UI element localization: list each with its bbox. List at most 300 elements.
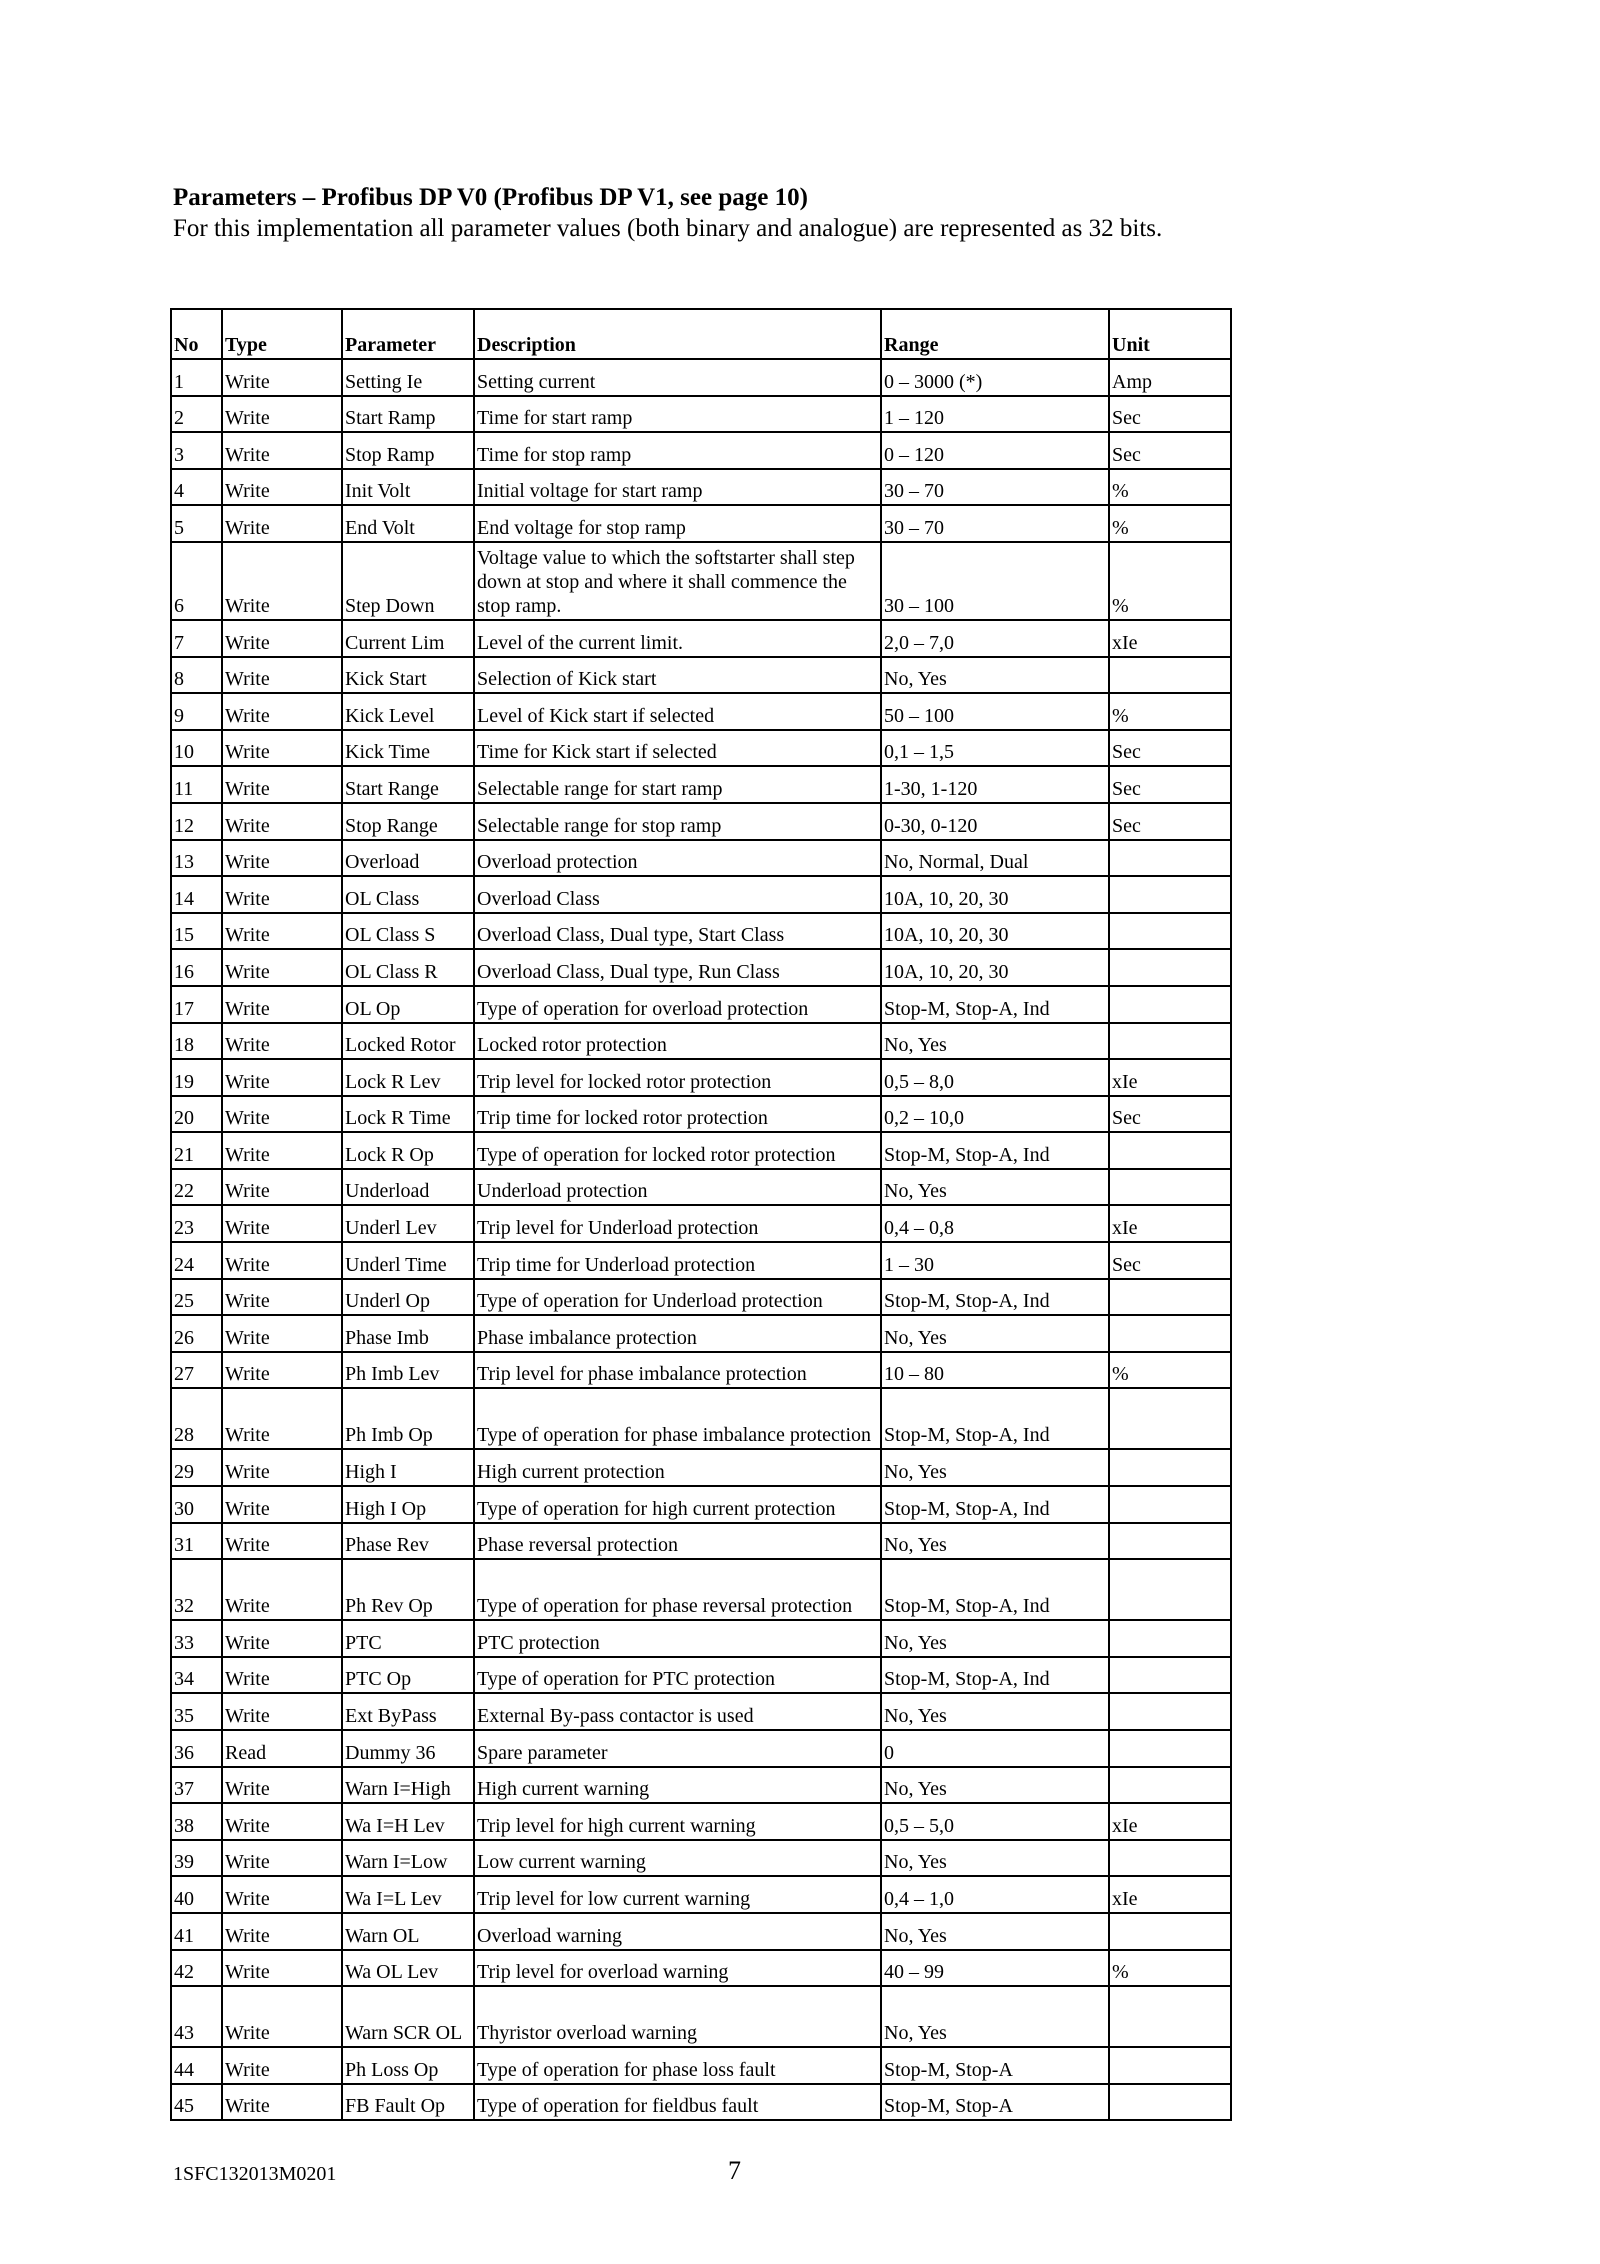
cell-unit: Sec bbox=[1109, 730, 1231, 767]
cell-description: High current protection bbox=[474, 1449, 881, 1486]
document-code: 1SFC132013M0201 bbox=[173, 2163, 337, 2185]
cell-parameter: End Volt bbox=[342, 505, 474, 542]
cell-range: Stop-M, Stop-A, Ind bbox=[881, 1279, 1109, 1316]
cell-range: Stop-M, Stop-A, Ind bbox=[881, 1132, 1109, 1169]
cell-no: 16 bbox=[171, 949, 222, 986]
cell-type: Write bbox=[222, 876, 342, 913]
cell-description: Trip level for overload warning bbox=[474, 1950, 881, 1987]
cell-range: 40 – 99 bbox=[881, 1950, 1109, 1987]
cell-unit: xIe bbox=[1109, 620, 1231, 657]
cell-description: External By-pass contactor is used bbox=[474, 1693, 881, 1730]
cell-parameter: Kick Level bbox=[342, 693, 474, 730]
cell-no: 24 bbox=[171, 1242, 222, 1279]
cell-unit bbox=[1109, 1913, 1231, 1950]
cell-description: Level of Kick start if selected bbox=[474, 693, 881, 730]
cell-no: 18 bbox=[171, 1023, 222, 1060]
cell-no: 22 bbox=[171, 1169, 222, 1206]
cell-no: 38 bbox=[171, 1803, 222, 1840]
cell-type: Write bbox=[222, 1803, 342, 1840]
column-header-unit: Unit bbox=[1109, 309, 1231, 359]
table-row bbox=[171, 1352, 1231, 1389]
cell-range: Stop-M, Stop-A, Ind bbox=[881, 1559, 1109, 1620]
cell-type: Write bbox=[222, 2084, 342, 2121]
cell-type: Write bbox=[222, 1913, 342, 1950]
cell-description: Voltage value to which the softstarter shall step down at stop and where it shall commence the stop ramp. bbox=[474, 542, 881, 620]
cell-unit bbox=[1109, 1315, 1231, 1352]
cell-range: Stop-M, Stop-A bbox=[881, 2047, 1109, 2084]
cell-unit: Amp bbox=[1109, 359, 1231, 396]
cell-description: Type of operation for phase imbalance protection bbox=[474, 1388, 881, 1449]
cell-description: Type of operation for overload protection bbox=[474, 986, 881, 1023]
cell-parameter: Locked Rotor bbox=[342, 1023, 474, 1060]
cell-description: Trip level for low current warning bbox=[474, 1876, 881, 1913]
cell-unit bbox=[1109, 1023, 1231, 1060]
cell-description: Selectable range for start ramp bbox=[474, 766, 881, 803]
cell-range: No, Yes bbox=[881, 1913, 1109, 1950]
cell-unit bbox=[1109, 1767, 1231, 1804]
cell-range: 1 – 120 bbox=[881, 396, 1109, 433]
cell-parameter: Kick Start bbox=[342, 657, 474, 694]
cell-unit bbox=[1109, 2084, 1231, 2121]
cell-no: 27 bbox=[171, 1352, 222, 1389]
table-row bbox=[171, 1730, 1231, 1767]
table-row bbox=[171, 1023, 1231, 1060]
cell-parameter: Ph Imb Lev bbox=[342, 1352, 474, 1389]
cell-unit bbox=[1109, 840, 1231, 877]
cell-no: 6 bbox=[171, 542, 222, 620]
page-number: 7 bbox=[728, 2156, 741, 2185]
cell-range: No, Yes bbox=[881, 1620, 1109, 1657]
cell-type: Read bbox=[222, 1730, 342, 1767]
cell-range: 50 – 100 bbox=[881, 693, 1109, 730]
cell-type: Write bbox=[222, 730, 342, 767]
cell-no: 30 bbox=[171, 1486, 222, 1523]
cell-unit: xIe bbox=[1109, 1059, 1231, 1096]
cell-type: Write bbox=[222, 949, 342, 986]
page-heading: Parameters – Profibus DP V0 (Profibus DP V1, see page 10) bbox=[173, 184, 808, 211]
cell-type: Write bbox=[222, 1096, 342, 1133]
cell-range: No, Yes bbox=[881, 1840, 1109, 1877]
cell-unit: Sec bbox=[1109, 803, 1231, 840]
cell-range: No, Yes bbox=[881, 1767, 1109, 1804]
cell-no: 17 bbox=[171, 986, 222, 1023]
cell-unit: Sec bbox=[1109, 1096, 1231, 1133]
cell-no: 26 bbox=[171, 1315, 222, 1352]
cell-range: 1 – 30 bbox=[881, 1242, 1109, 1279]
cell-description: Overload Class, Dual type, Run Class bbox=[474, 949, 881, 986]
cell-no: 25 bbox=[171, 1279, 222, 1316]
cell-unit bbox=[1109, 1523, 1231, 1560]
cell-type: Write bbox=[222, 1950, 342, 1987]
cell-parameter: Warn I=High bbox=[342, 1767, 474, 1804]
cell-parameter: Phase Rev bbox=[342, 1523, 474, 1560]
table-row bbox=[171, 469, 1231, 506]
cell-unit bbox=[1109, 1279, 1231, 1316]
table-row bbox=[171, 1620, 1231, 1657]
cell-range: 0-30, 0-120 bbox=[881, 803, 1109, 840]
cell-parameter: Start Ramp bbox=[342, 396, 474, 433]
table-row bbox=[171, 396, 1231, 433]
cell-description: Phase imbalance protection bbox=[474, 1315, 881, 1352]
cell-type: Write bbox=[222, 359, 342, 396]
cell-description: Type of operation for Underload protection bbox=[474, 1279, 881, 1316]
cell-description: Level of the current limit. bbox=[474, 620, 881, 657]
table-row bbox=[171, 1840, 1231, 1877]
cell-range: No, Yes bbox=[881, 1169, 1109, 1206]
table-row bbox=[171, 1657, 1231, 1694]
cell-type: Write bbox=[222, 1986, 342, 2047]
cell-description: Selectable range for stop ramp bbox=[474, 803, 881, 840]
cell-type: Write bbox=[222, 1840, 342, 1877]
cell-no: 19 bbox=[171, 1059, 222, 1096]
cell-range: No, Yes bbox=[881, 1986, 1109, 2047]
cell-parameter: PTC Op bbox=[342, 1657, 474, 1694]
cell-parameter: Lock R Lev bbox=[342, 1059, 474, 1096]
cell-parameter: Kick Time bbox=[342, 730, 474, 767]
cell-parameter: Wa OL Lev bbox=[342, 1950, 474, 1987]
cell-description: Spare parameter bbox=[474, 1730, 881, 1767]
cell-parameter: Phase Imb bbox=[342, 1315, 474, 1352]
cell-no: 4 bbox=[171, 469, 222, 506]
table-row bbox=[171, 803, 1231, 840]
table-row bbox=[171, 432, 1231, 469]
cell-no: 37 bbox=[171, 1767, 222, 1804]
cell-range: 2,0 – 7,0 bbox=[881, 620, 1109, 657]
cell-description: Type of operation for phase loss fault bbox=[474, 2047, 881, 2084]
table-row bbox=[171, 1950, 1231, 1987]
table-row bbox=[171, 876, 1231, 913]
cell-unit: % bbox=[1109, 505, 1231, 542]
cell-parameter: Warn SCR OL bbox=[342, 1986, 474, 2047]
cell-description: Type of operation for phase reversal protection bbox=[474, 1559, 881, 1620]
cell-no: 32 bbox=[171, 1559, 222, 1620]
cell-range: No, Yes bbox=[881, 1315, 1109, 1352]
cell-description: Time for start ramp bbox=[474, 396, 881, 433]
table-row bbox=[171, 1449, 1231, 1486]
cell-no: 40 bbox=[171, 1876, 222, 1913]
cell-type: Write bbox=[222, 1559, 342, 1620]
cell-description: PTC protection bbox=[474, 1620, 881, 1657]
cell-type: Write bbox=[222, 432, 342, 469]
table-row bbox=[171, 1242, 1231, 1279]
cell-parameter: OL Op bbox=[342, 986, 474, 1023]
cell-parameter: OL Class bbox=[342, 876, 474, 913]
cell-no: 29 bbox=[171, 1449, 222, 1486]
cell-type: Write bbox=[222, 1242, 342, 1279]
cell-description: Phase reversal protection bbox=[474, 1523, 881, 1560]
cell-range: 10A, 10, 20, 30 bbox=[881, 876, 1109, 913]
cell-range: 0 – 120 bbox=[881, 432, 1109, 469]
cell-unit: % bbox=[1109, 542, 1231, 620]
cell-unit bbox=[1109, 1559, 1231, 1620]
cell-unit: % bbox=[1109, 1352, 1231, 1389]
cell-parameter: Step Down bbox=[342, 542, 474, 620]
cell-no: 11 bbox=[171, 766, 222, 803]
cell-type: Write bbox=[222, 2047, 342, 2084]
cell-unit bbox=[1109, 876, 1231, 913]
column-header-range: Range bbox=[881, 309, 1109, 359]
cell-range: Stop-M, Stop-A, Ind bbox=[881, 1388, 1109, 1449]
table-row bbox=[171, 1486, 1231, 1523]
table-row bbox=[171, 1279, 1231, 1316]
cell-parameter: Lock R Time bbox=[342, 1096, 474, 1133]
cell-range: 0 – 3000 (*) bbox=[881, 359, 1109, 396]
cell-type: Write bbox=[222, 840, 342, 877]
cell-range: Stop-M, Stop-A bbox=[881, 2084, 1109, 2121]
table-row bbox=[171, 1986, 1231, 2047]
cell-type: Write bbox=[222, 1767, 342, 1804]
cell-description: Trip time for locked rotor protection bbox=[474, 1096, 881, 1133]
cell-type: Write bbox=[222, 1023, 342, 1060]
cell-description: Low current warning bbox=[474, 1840, 881, 1877]
cell-no: 21 bbox=[171, 1132, 222, 1169]
cell-parameter: Ph Rev Op bbox=[342, 1559, 474, 1620]
cell-parameter: Wa I=H Lev bbox=[342, 1803, 474, 1840]
cell-range: 0,4 – 1,0 bbox=[881, 1876, 1109, 1913]
table-row bbox=[171, 505, 1231, 542]
table-row bbox=[171, 359, 1231, 396]
column-header-description: Description bbox=[474, 309, 881, 359]
cell-parameter: Underl Time bbox=[342, 1242, 474, 1279]
cell-type: Write bbox=[222, 1876, 342, 1913]
cell-type: Write bbox=[222, 1132, 342, 1169]
cell-unit bbox=[1109, 1693, 1231, 1730]
cell-type: Write bbox=[222, 1279, 342, 1316]
table-body bbox=[171, 359, 1231, 2120]
table-row bbox=[171, 1559, 1231, 1620]
cell-parameter: Setting Ie bbox=[342, 359, 474, 396]
cell-range: Stop-M, Stop-A, Ind bbox=[881, 986, 1109, 1023]
cell-no: 20 bbox=[171, 1096, 222, 1133]
cell-description: Overload protection bbox=[474, 840, 881, 877]
cell-type: Write bbox=[222, 1449, 342, 1486]
cell-parameter: High I Op bbox=[342, 1486, 474, 1523]
cell-description: Overload Class bbox=[474, 876, 881, 913]
cell-range: No, Yes bbox=[881, 1023, 1109, 1060]
cell-type: Write bbox=[222, 1059, 342, 1096]
cell-parameter: Init Volt bbox=[342, 469, 474, 506]
cell-range: No, Yes bbox=[881, 1449, 1109, 1486]
cell-no: 36 bbox=[171, 1730, 222, 1767]
cell-parameter: Overload bbox=[342, 840, 474, 877]
cell-description: Overload Class, Dual type, Start Class bbox=[474, 913, 881, 950]
cell-type: Write bbox=[222, 1169, 342, 1206]
cell-parameter: Current Lim bbox=[342, 620, 474, 657]
cell-range: 1-30, 1-120 bbox=[881, 766, 1109, 803]
cell-parameter: FB Fault Op bbox=[342, 2084, 474, 2121]
cell-description: Setting current bbox=[474, 359, 881, 396]
cell-range: 0,5 – 5,0 bbox=[881, 1803, 1109, 1840]
table-row bbox=[171, 840, 1231, 877]
cell-description: Selection of Kick start bbox=[474, 657, 881, 694]
table-row bbox=[171, 1315, 1231, 1352]
cell-parameter: OL Class R bbox=[342, 949, 474, 986]
cell-range: 10 – 80 bbox=[881, 1352, 1109, 1389]
cell-unit bbox=[1109, 1986, 1231, 2047]
cell-range: 30 – 70 bbox=[881, 505, 1109, 542]
cell-description: Type of operation for high current protection bbox=[474, 1486, 881, 1523]
cell-parameter: PTC bbox=[342, 1620, 474, 1657]
cell-no: 2 bbox=[171, 396, 222, 433]
table-row bbox=[171, 1876, 1231, 1913]
cell-unit: xIe bbox=[1109, 1876, 1231, 1913]
cell-description: Thyristor overload warning bbox=[474, 1986, 881, 2047]
cell-description: Time for Kick start if selected bbox=[474, 730, 881, 767]
table-row bbox=[171, 949, 1231, 986]
table-row bbox=[171, 1388, 1231, 1449]
cell-no: 13 bbox=[171, 840, 222, 877]
cell-range: 10A, 10, 20, 30 bbox=[881, 913, 1109, 950]
cell-type: Write bbox=[222, 986, 342, 1023]
cell-no: 28 bbox=[171, 1388, 222, 1449]
cell-unit bbox=[1109, 986, 1231, 1023]
cell-unit bbox=[1109, 1388, 1231, 1449]
cell-type: Write bbox=[222, 657, 342, 694]
cell-no: 43 bbox=[171, 1986, 222, 2047]
cell-no: 23 bbox=[171, 1205, 222, 1242]
table-row bbox=[171, 986, 1231, 1023]
cell-parameter: Underl Lev bbox=[342, 1205, 474, 1242]
cell-type: Write bbox=[222, 1620, 342, 1657]
cell-unit bbox=[1109, 1840, 1231, 1877]
cell-unit: % bbox=[1109, 1950, 1231, 1987]
table-row bbox=[171, 1767, 1231, 1804]
cell-description: Type of operation for locked rotor protection bbox=[474, 1132, 881, 1169]
table-row bbox=[171, 1205, 1231, 1242]
cell-range: No, Yes bbox=[881, 657, 1109, 694]
cell-unit: % bbox=[1109, 469, 1231, 506]
cell-parameter: Wa I=L Lev bbox=[342, 1876, 474, 1913]
cell-description: Trip time for Underload protection bbox=[474, 1242, 881, 1279]
cell-no: 8 bbox=[171, 657, 222, 694]
cell-range: 10A, 10, 20, 30 bbox=[881, 949, 1109, 986]
cell-type: Write bbox=[222, 1315, 342, 1352]
cell-no: 41 bbox=[171, 1913, 222, 1950]
cell-unit bbox=[1109, 949, 1231, 986]
cell-description: Underload protection bbox=[474, 1169, 881, 1206]
cell-no: 31 bbox=[171, 1523, 222, 1560]
table-row bbox=[171, 1693, 1231, 1730]
column-header-type: Type bbox=[222, 309, 342, 359]
cell-description: Overload warning bbox=[474, 1913, 881, 1950]
cell-range: 0,5 – 8,0 bbox=[881, 1059, 1109, 1096]
cell-parameter: Underload bbox=[342, 1169, 474, 1206]
cell-no: 34 bbox=[171, 1657, 222, 1694]
cell-range: No, Normal, Dual bbox=[881, 840, 1109, 877]
table-row bbox=[171, 542, 1231, 620]
cell-no: 12 bbox=[171, 803, 222, 840]
cell-description: Trip level for locked rotor protection bbox=[474, 1059, 881, 1096]
cell-type: Write bbox=[222, 913, 342, 950]
cell-unit bbox=[1109, 1449, 1231, 1486]
table-header-row bbox=[171, 309, 1231, 359]
table-row bbox=[171, 620, 1231, 657]
column-header-parameter: Parameter bbox=[342, 309, 474, 359]
cell-type: Write bbox=[222, 1352, 342, 1389]
cell-unit: Sec bbox=[1109, 766, 1231, 803]
cell-description: Locked rotor protection bbox=[474, 1023, 881, 1060]
cell-no: 35 bbox=[171, 1693, 222, 1730]
cell-no: 9 bbox=[171, 693, 222, 730]
cell-type: Write bbox=[222, 505, 342, 542]
cell-unit bbox=[1109, 1132, 1231, 1169]
cell-no: 14 bbox=[171, 876, 222, 913]
cell-description: Type of operation for fieldbus fault bbox=[474, 2084, 881, 2121]
cell-description: Trip level for phase imbalance protection bbox=[474, 1352, 881, 1389]
cell-range: No, Yes bbox=[881, 1523, 1109, 1560]
table-row bbox=[171, 1913, 1231, 1950]
cell-range: 30 – 70 bbox=[881, 469, 1109, 506]
table-row bbox=[171, 657, 1231, 694]
column-header-no: No bbox=[171, 309, 222, 359]
cell-no: 33 bbox=[171, 1620, 222, 1657]
cell-parameter: Warn I=Low bbox=[342, 1840, 474, 1877]
cell-parameter: Stop Ramp bbox=[342, 432, 474, 469]
table-row bbox=[171, 2084, 1231, 2121]
cell-no: 42 bbox=[171, 1950, 222, 1987]
table-row bbox=[171, 730, 1231, 767]
table-row bbox=[171, 1523, 1231, 1560]
cell-no: 10 bbox=[171, 730, 222, 767]
table-row bbox=[171, 1059, 1231, 1096]
cell-parameter: Dummy 36 bbox=[342, 1730, 474, 1767]
cell-parameter: High I bbox=[342, 1449, 474, 1486]
cell-parameter: Ph Imb Op bbox=[342, 1388, 474, 1449]
cell-type: Write bbox=[222, 620, 342, 657]
cell-description: Initial voltage for start ramp bbox=[474, 469, 881, 506]
cell-no: 39 bbox=[171, 1840, 222, 1877]
cell-unit: % bbox=[1109, 693, 1231, 730]
cell-range: 30 – 100 bbox=[881, 542, 1109, 620]
parameter-table bbox=[170, 308, 1232, 2121]
table-row bbox=[171, 1803, 1231, 1840]
cell-parameter: Ext ByPass bbox=[342, 1693, 474, 1730]
cell-no: 5 bbox=[171, 505, 222, 542]
cell-no: 3 bbox=[171, 432, 222, 469]
cell-range: 0,1 – 1,5 bbox=[881, 730, 1109, 767]
table-row bbox=[171, 1096, 1231, 1133]
table-row bbox=[171, 766, 1231, 803]
cell-type: Write bbox=[222, 396, 342, 433]
cell-unit: Sec bbox=[1109, 396, 1231, 433]
cell-type: Write bbox=[222, 1523, 342, 1560]
cell-range: Stop-M, Stop-A, Ind bbox=[881, 1657, 1109, 1694]
cell-type: Write bbox=[222, 803, 342, 840]
cell-unit bbox=[1109, 1169, 1231, 1206]
cell-type: Write bbox=[222, 542, 342, 620]
cell-type: Write bbox=[222, 1693, 342, 1730]
cell-parameter: Stop Range bbox=[342, 803, 474, 840]
cell-unit bbox=[1109, 1657, 1231, 1694]
cell-unit bbox=[1109, 1486, 1231, 1523]
cell-no: 44 bbox=[171, 2047, 222, 2084]
cell-parameter: Lock R Op bbox=[342, 1132, 474, 1169]
cell-parameter: OL Class S bbox=[342, 913, 474, 950]
cell-type: Write bbox=[222, 1205, 342, 1242]
table-row bbox=[171, 693, 1231, 730]
cell-type: Write bbox=[222, 693, 342, 730]
cell-range: Stop-M, Stop-A, Ind bbox=[881, 1486, 1109, 1523]
cell-no: 7 bbox=[171, 620, 222, 657]
cell-unit: xIe bbox=[1109, 1803, 1231, 1840]
cell-type: Write bbox=[222, 766, 342, 803]
cell-parameter: Start Range bbox=[342, 766, 474, 803]
cell-no: 15 bbox=[171, 913, 222, 950]
cell-type: Write bbox=[222, 1388, 342, 1449]
page-subheading: For this implementation all parameter values (both binary and analogue) are represented as 32 bits. bbox=[173, 215, 1163, 242]
cell-no: 1 bbox=[171, 359, 222, 396]
cell-unit bbox=[1109, 2047, 1231, 2084]
